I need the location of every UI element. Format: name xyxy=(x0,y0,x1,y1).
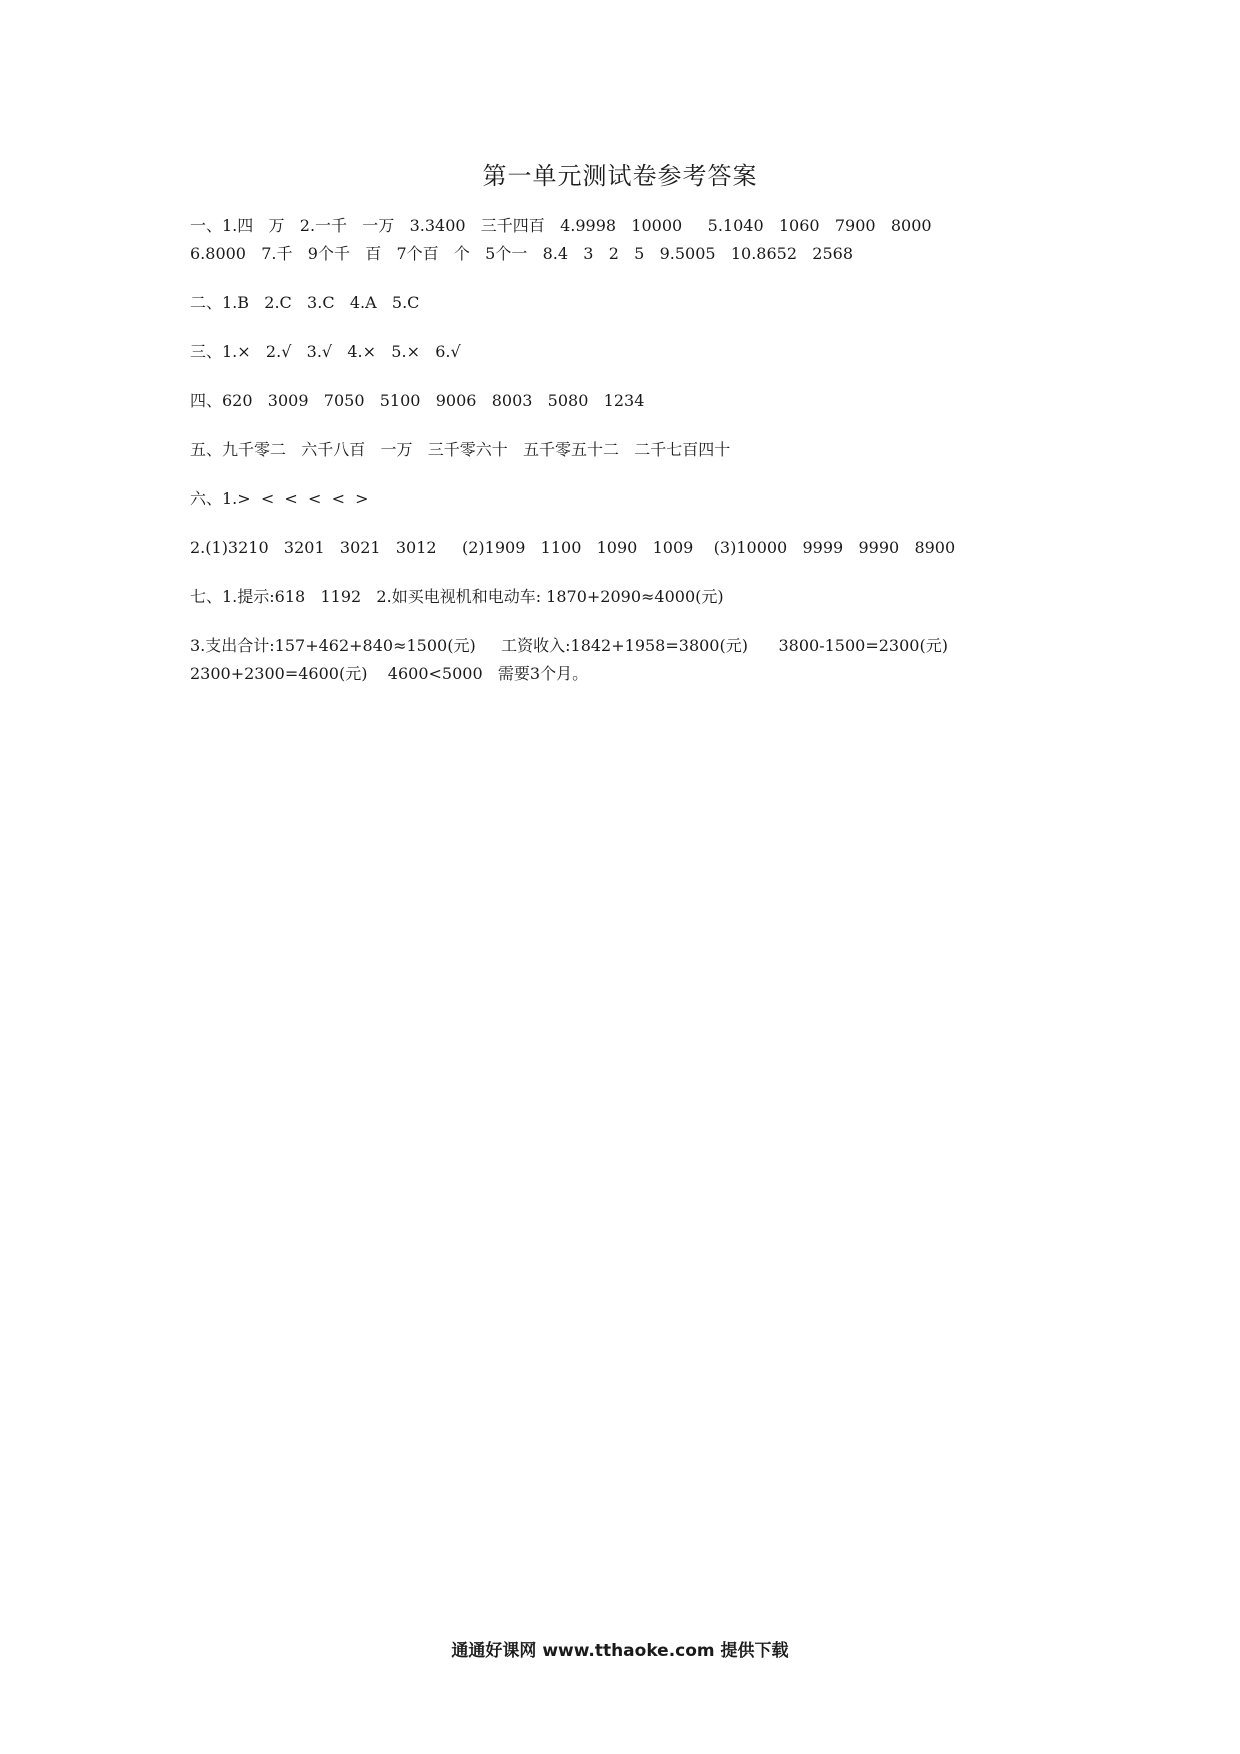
footer-download-note: 通通好课网 www.tthaoke.com 提供下载 xyxy=(451,1641,789,1661)
answer-section-3: 三、1.× 2.√ 3.√ 4.× 5.× 6.√ xyxy=(190,342,461,361)
answer-section-6-line-1: 六、1.> < < < < > xyxy=(190,489,369,508)
page-title: 第一单元测试卷参考答案 xyxy=(482,162,758,190)
answer-section-4: 四、620 3009 7050 5100 9006 8003 5080 1234 xyxy=(190,391,645,410)
answer-section-5: 五、九千零二 六千八百 一万 三千零六十 五千零五十二 二千七百四十 xyxy=(190,440,731,459)
answer-section-1-line-2: 6.8000 7.千 9个千 百 7个百 个 5个一 8.4 3 2 5 9.5005 10.8652 2568 xyxy=(190,244,853,263)
answer-section-7-line-3: 2300+2300=4600(元) 4600<5000 需要3个月。 xyxy=(190,664,589,683)
answer-section-7-line-1: 七、1.提示:618 1192 2.如买电视机和电动车: 1870+2090≈4000(元) xyxy=(190,587,724,606)
answer-content xyxy=(190,212,1070,688)
answer-section-7-line-2: 3.支出合计:157+462+840≈1500(元) 工资收入:1842+1958=3800(元) 3800-1500=2300(元) xyxy=(190,636,948,655)
answer-section-2: 二、1.B 2.C 3.C 4.A 5.C xyxy=(190,293,420,312)
answer-section-1-line-1: 一、1.四 万 2.一千 一万 3.3400 三千四百 4.9998 10000 5.1040 1060 7900 8000 xyxy=(190,216,932,235)
answer-section-6-line-2: 2.(1)3210 3201 3021 3012 (2)1909 1100 1090 1009 (3)10000 9999 9990 8900 xyxy=(190,538,956,557)
